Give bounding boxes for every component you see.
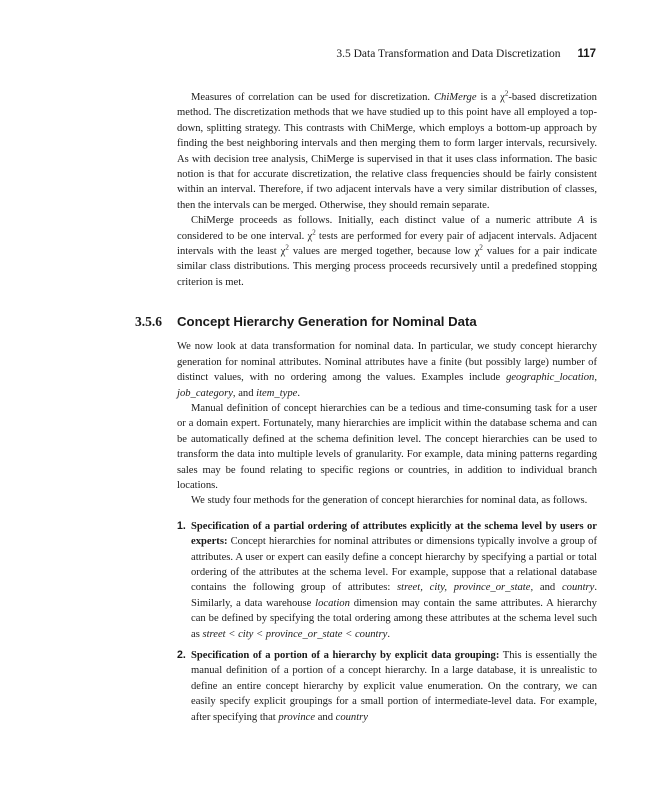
paragraph: We study four methods for the generation of concept hierarchies for nominal data, as follows.: [191, 495, 588, 507]
method-list: [177, 519, 597, 725]
list-item-number: 1.: [177, 519, 186, 532]
paragraph: Manual definition of concept hierarchies can be a tedious and time-consuming task for a user or a domain expert. Fortunately, many hierarchies are implicit within the database schema and can be automatically defined at the schema definition level. The concept hierarchies can be used to transform the data into multiple levels of granularity. For example, data mining patterns regarding sales may be found relating to specific regions or countries, in addition to individual branch locations.: [177, 402, 597, 491]
list-item-title: Specification of a portion of a hierarchy by explicit data grouping:: [191, 650, 500, 661]
list-item-body: This is essentially the manual definition of a portion of a concept hierarchy. In a large database, it is unrealistic to define an entire concept hierarchy by explicit value enumeration. On the contrary, we can easily specify explicit groupings for a small portion of intermediate-level data. For example, after specifying that province and country: [191, 650, 597, 723]
section-title: Concept Hierarchy Generation for Nominal Data: [177, 314, 477, 330]
list-item: [177, 519, 597, 642]
main-content: [135, 89, 598, 731]
page-number: 117: [577, 48, 596, 60]
section-heading: [135, 313, 597, 330]
paragraph: Measures of correlation can be used for discretization. ChiMerge is a $\chi^2$-based discretization method. The discretization methods that we have studied up to this point have all employed a top-down, splitting strategy. This contrasts with ChiMerge, which employs a bottom-up approach by finding the best neighboring intervals and then merging them to form larger intervals, recursively. As with decision tree analysis, ChiMerge is supervised in that it uses class information. The basic notion is that for accurate discretization, the relative class frequencies should be fairly consistent within an interval. Therefore, if two adjacent intervals have a very similar distribution of classes, then the intervals can be merged. Otherwise, they should remain separate.: [177, 89, 597, 211]
running-header: [336, 48, 596, 60]
list-item-body: Concept hierarchies for nominal attributes or dimensions typically involve a group of attributes. A user or expert can easily define a concept hierarchy by specifying a partial or total ordering of the attributes at the schema level. For example, suppose that a relational database contains the following group of attributes: street, city, province_or_state, and country. Similarly, a data warehouse location dimension may contain the same attributes. A hierarchy can be defined by specifying the total ordering among these attributes at the schema level such as street < city < province_or_state < country.: [191, 536, 598, 640]
list-item-number: 2.: [177, 649, 186, 661]
intro-block: [177, 90, 597, 290]
paragraph: ChiMerge proceeds as follows. Initially, each distinct value of a numeric attribute A is considered to be one interval. $\chi^2$ tests are performed for every pair of adjacent intervals. Adjacent intervals with the least $\chi^2$ values are merged together, because low $\chi^2$ values for a pair indicate similar class distributions. This merging process proceeds recursively until a predefined stopping criterion is met.: [177, 215, 598, 288]
running-title: 3.5 Data Transformation and Data Discretization: [336, 48, 561, 60]
paragraph: We now look at data transformation for nominal data. In particular, we study concept hierarchy generation for nominal attributes. Nominal attributes have a finite (but possibly large) number of distinct values, with no ordering among the values. Examples include geographic_location, job_category, and item_type.: [177, 341, 597, 399]
list-item-title: Specification of a partial ordering of attributes explicitly at the schema level by users or experts:: [191, 520, 597, 548]
section-body: [177, 339, 597, 508]
section-number: 3.5.6: [135, 314, 162, 330]
list-item: [177, 648, 597, 725]
